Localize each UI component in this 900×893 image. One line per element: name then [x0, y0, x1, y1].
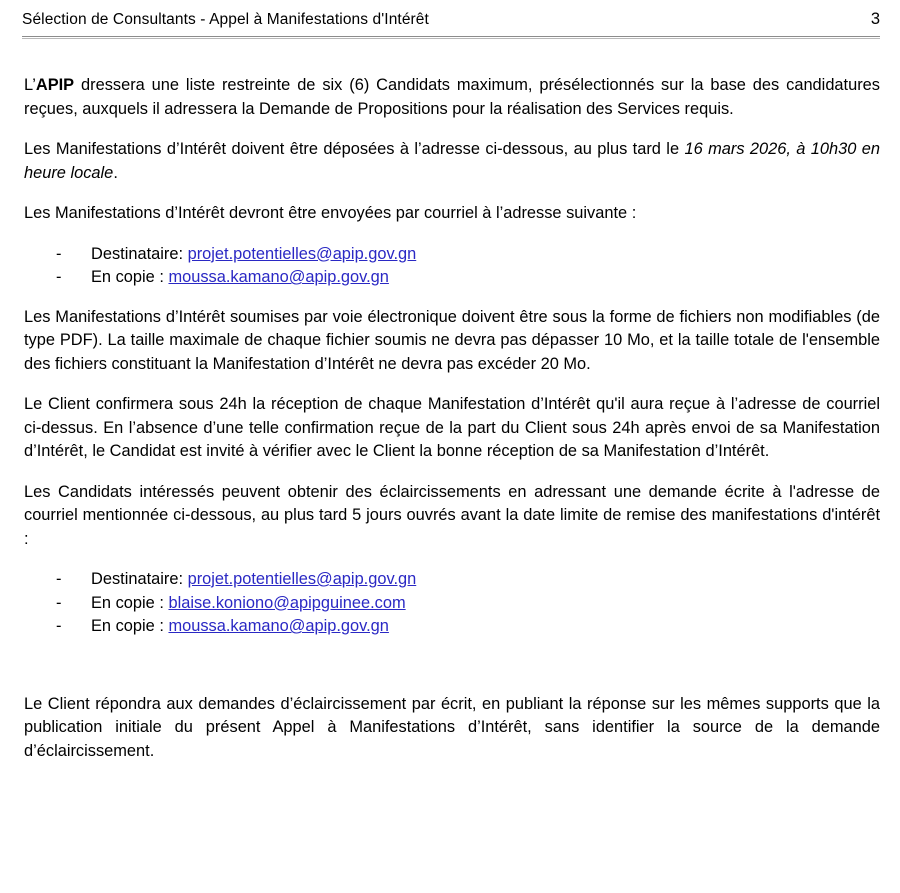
list-item — [24, 568, 880, 592]
deadline-lead-text: Les Manifestations d’Intérêt doivent être déposées à l’adresse ci-dessous, au plus tard le — [24, 140, 685, 158]
deadline-date-italic: 16 mars 2026, à 10h30 en heure locale — [24, 140, 881, 182]
recipient-label: En copie : — [91, 268, 164, 286]
page-number: 3 — [870, 10, 880, 28]
paragraph-apip-lead: L’ — [24, 76, 36, 94]
list-item — [24, 266, 880, 290]
list-item — [24, 615, 880, 639]
apip-acronym: APIP — [35, 76, 75, 94]
email-link[interactable]: projet.potentielles@apip.gov.gn — [187, 570, 417, 588]
dash-bullet-icon: - — [56, 617, 62, 635]
deadline-tail-text: . — [113, 163, 118, 182]
list-item — [24, 592, 880, 616]
page-header — [22, 10, 880, 29]
blank-paragraph-spacer — [24, 655, 880, 693]
paragraph-confirmation-24h: Le Client confirmera sous 24h la réception de chaque Manifestation d’Intérêt qu'il aura reçue à l’adresse de courriel ci-dessus. En l’absence d’une telle confirmation reçue de la part du Client sous 24h après envoi de sa Manifestation d’Intérêt, le Candidat est invité à vérifier avec le Client la bonne réception de sa Manifestation d’Intérêt. — [24, 395, 880, 460]
paragraph-email-intro: Les Manifestations d’Intérêt devront être envoyées par courriel à l’adresse suivante : — [24, 204, 637, 222]
email-link[interactable]: blaise.koniono@apipguinee.com — [168, 593, 406, 612]
paragraph-apip-rest: dressera une liste restreinte de six (6) Candidats maximum, présélectionnés sur la base des candidatures reçues, auxquels il adressera la Demande de Propositions pour la réalisation des Services requis. — [24, 76, 880, 118]
paragraph-client-reply: Le Client répondra aux demandes d’éclaircissement par écrit, en publiant la réponse sur les mêmes supports que la publication initiale du présent Appel à Manifestations d’Intérêt, sans identifier la source de la demande d’éclaircissement. — [24, 694, 880, 760]
recipient-label: Destinataire: — [91, 570, 184, 588]
header-divider-rule — [22, 36, 880, 39]
recipient-label: En copie : — [91, 617, 164, 635]
email-link[interactable]: projet.potentielles@apip.gov.gn — [187, 244, 417, 263]
paragraph-file-format-rules: Les Manifestations d’Intérêt soumises par voie électronique doivent être sous la forme de fichiers non modifiables (de type PDF). La taille maximale de chaque fichier soumis ne devra pas dépasser 10 Mo, et la taille totale de l'ensemble des fichiers constituant la Manifestation d’Intérêt ne devra pas excéder 20 Mo. — [24, 307, 880, 373]
dash-bullet-icon: - — [56, 244, 62, 263]
email-link[interactable]: moussa.kamano@apip.gov.gn — [168, 617, 389, 635]
dash-bullet-icon: - — [56, 268, 62, 286]
email-link[interactable]: moussa.kamano@apip.gov.gn — [168, 268, 389, 286]
list-item — [24, 243, 880, 267]
paragraph-clarification-request: Les Candidats intéressés peuvent obtenir des éclaircissements en adressant une demande écrite à l'adresse de courriel mentionnée ci-dessous, au plus tard 5 jours ouvrés avant la date limite de remise des manifestations d'intérêt : — [24, 482, 880, 548]
page-header-title: Sélection de Consultants - Appel à Manifestations d'Intérêt — [22, 11, 429, 28]
submission-email-list — [24, 243, 880, 290]
clarification-email-list — [24, 568, 880, 639]
dash-bullet-icon: - — [56, 593, 62, 612]
paragraph-apip-shortlist — [24, 74, 880, 121]
paragraph-submission-deadline — [24, 138, 880, 185]
document-body — [24, 74, 880, 763]
recipient-label: Destinataire: — [91, 244, 184, 263]
recipient-label: En copie : — [91, 593, 164, 612]
dash-bullet-icon: - — [56, 570, 62, 588]
